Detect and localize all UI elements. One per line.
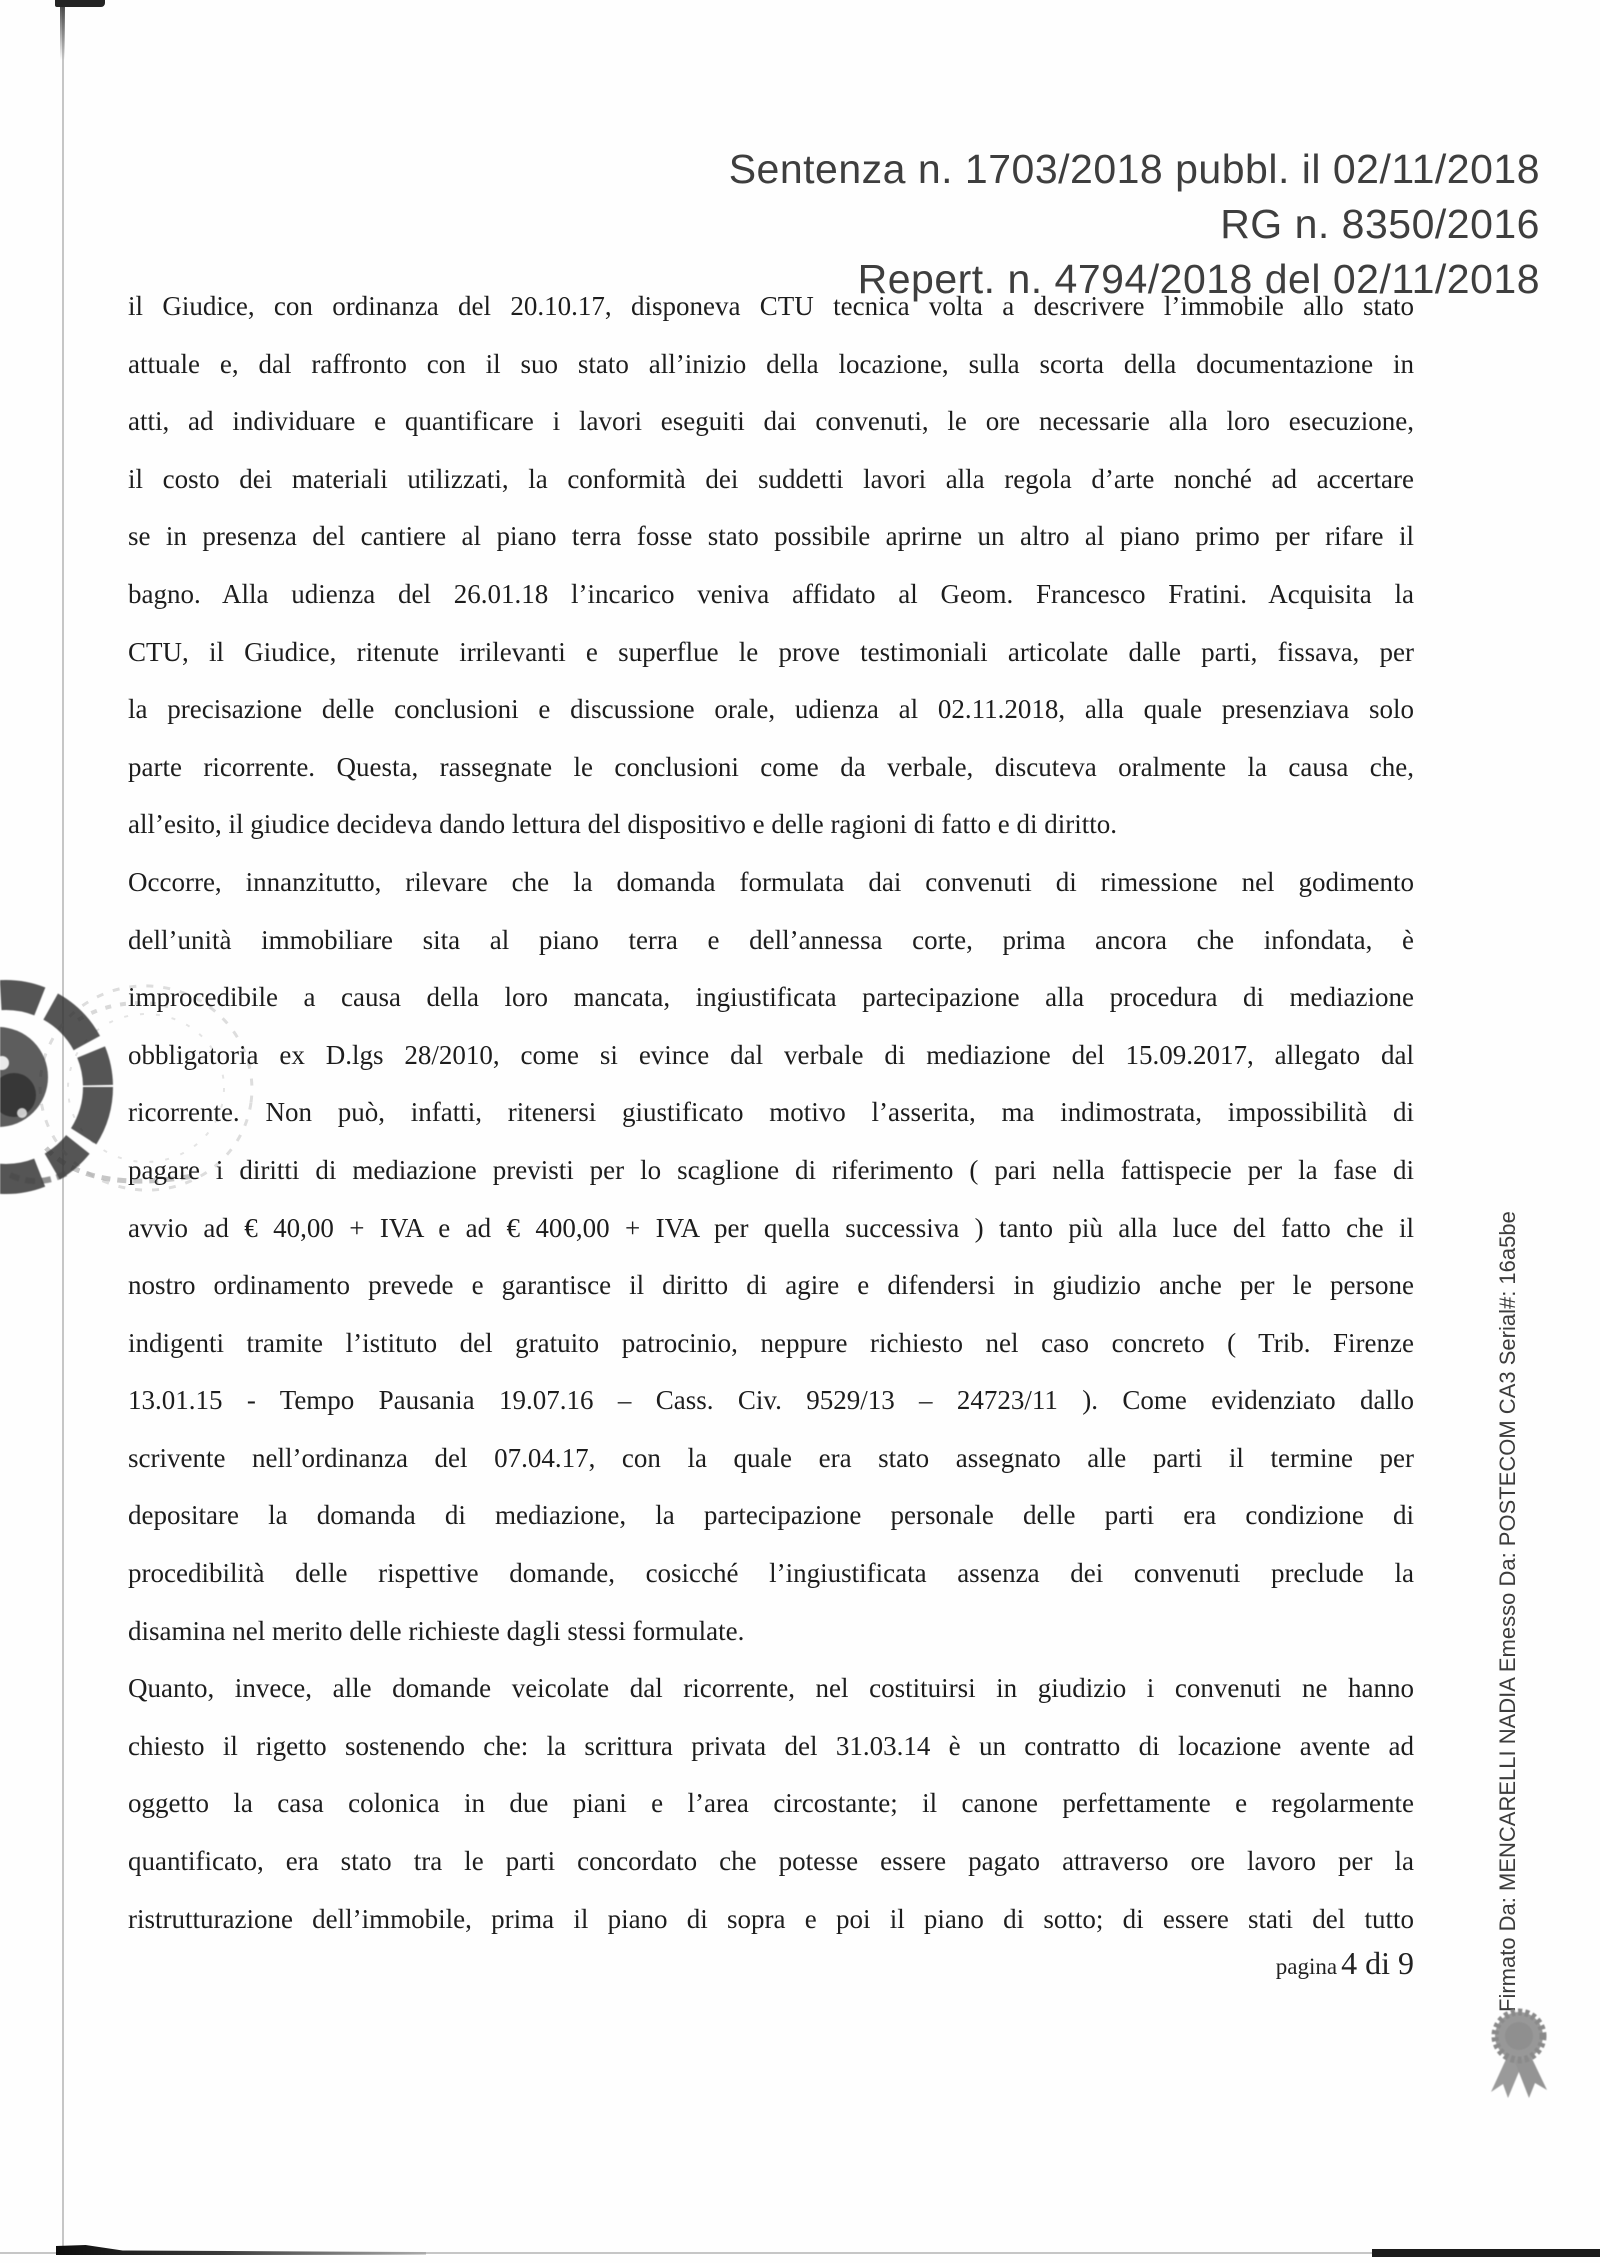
page-number: [128, 1945, 1414, 1982]
page-number-value: 4 di 9: [1341, 1945, 1414, 1981]
body-line: atti, ad individuare e quantificare i lavori eseguiti dai convenuti, le ore necessarie alla loro esecuzione,: [128, 406, 1414, 437]
digital-signature-text: Firmato Da: MENCARELLI NADIA Emesso Da: POSTECOM CA3 Serial#: 16a5be: [1495, 1211, 1520, 2012]
body-line: attuale e, dal raffronto con il suo stato all’inizio della locazione, sulla scorta della documentazione in: [128, 348, 1414, 379]
body-line: pagare i diritti di mediazione previsti per lo scaglione di riferimento ( pari nella fattispecie per la fase di: [128, 1154, 1414, 1185]
body-line: CTU, il Giudice, ritenute irrilevanti e superflue le prove testimoniali articolate dalle parti, fissava, per: [128, 636, 1414, 667]
ribbon-rosette-seal-icon: [1477, 2006, 1561, 2102]
header-sentenza-line: Sentenza n. 1703/2018 pubbl. il 02/11/2018: [728, 146, 1540, 192]
body-line: chiesto il rigetto sostenendo che: la scrittura privata del 31.03.14 è un contratto di locazione avente ad: [128, 1730, 1414, 1761]
body-line: nostro ordinamento prevede e garantisce il diritto di agire e difendersi in giudizio anche per le persone: [128, 1270, 1414, 1301]
judgment-body-text: [128, 278, 1414, 1948]
page-number-label: pagina: [1275, 1954, 1338, 1979]
body-line: dell’unità immobiliare sita al piano terra e dell’annessa corte, prima ancora che infondata, è: [128, 924, 1414, 955]
header-rg-line: RG n. 8350/2016: [1220, 201, 1540, 247]
body-line: avvio ad € 40,00 + IVA e ad € 400,00 + IVA per quella successiva ) tanto più alla luce del fatto che il: [128, 1212, 1414, 1243]
body-line: all’esito, il giudice decideva dando lettura del dispositivo e delle ragioni di fatto e di diritto.: [128, 809, 1117, 840]
body-line: bagno. Alla udienza del 26.01.18 l’incarico veniva affidato al Geom. Francesco Fratini. Acquisita la: [128, 578, 1414, 609]
body-line: scrivente nell’ordinanza del 07.04.17, con la quale era stato assegnato alle parti il termine per: [128, 1442, 1414, 1473]
body-line: ristrutturazione dell’immobile, prima il piano di sopra e poi il piano di sotto; di essere stati del tutto: [128, 1903, 1414, 1934]
header-repert-line: Repert. n. 4794/2018 del 02/11/2018: [857, 256, 1540, 302]
body-line: la precisazione delle conclusioni e discussione orale, udienza al 02.11.2018, alla quale presenziava solo: [128, 694, 1414, 725]
body-line: procedibilità delle rispettive domande, cosicché l’ingiustificata assenza dei convenuti preclude la: [128, 1558, 1414, 1589]
body-line: se in presenza del cantiere al piano terra fosse stato possibile aprirne un altro al piano primo per rifare il: [128, 521, 1414, 552]
body-line: disamina nel merito delle richieste dagli stessi formulate.: [128, 1615, 745, 1646]
scan-top-mark: [55, 0, 105, 7]
body-line: Occorre, innanzitutto, rilevare che la domanda formulata dai convenuti di rimessione nel godimento: [128, 866, 1414, 897]
body-line: ricorrente. Non può, infatti, ritenersi giustificato motivo l’asserita, ma indimostrata, impossibilità di: [128, 1097, 1414, 1128]
body-line: depositare la domanda di mediazione, la partecipazione personale delle parti era condizione di: [128, 1500, 1414, 1531]
body-line: Quanto, invece, alle domande veicolate dal ricorrente, nel costituirsi in giudizio i convenuti ne hanno: [128, 1673, 1414, 1704]
scan-left-edge-shadow: [60, 0, 65, 60]
round-ink-stamp-icon: [0, 975, 140, 1210]
body-line: parte ricorrente. Questa, rassegnate le conclusioni come da verbale, discuteva oralmente la causa che,: [128, 751, 1414, 782]
body-line: oggetto la casa colonica in due piani e l’area circostante; il canone perfettamente e regolarmente: [128, 1788, 1414, 1819]
body-line: obbligatoria ex D.lgs 28/2010, come si evince dal verbale di mediazione del 15.09.2017, allegato dal: [128, 1039, 1414, 1070]
body-line: il Giudice, con ordinanza del 20.10.17, disponeva CTU tecnica volta a descrivere l’immobile allo stato: [128, 291, 1414, 321]
body-line: 13.01.15 - Tempo Pausania 19.07.16 – Cass. Civ. 9529/13 – 24723/11 ). Come evidenziato dallo: [128, 1385, 1414, 1416]
body-line: indigenti tramite l’istituto del gratuito patrocinio, neppure richiesto nel caso concreto ( Trib. Firenze: [128, 1327, 1414, 1358]
body-line: quantificato, era stato tra le parti concordato che potesse essere pagato attraverso ore lavoro per la: [128, 1846, 1414, 1877]
body-line: il costo dei materiali utilizzati, la conformità dei suddetti lavori alla regola d’arte nonché ad accertare: [128, 463, 1414, 494]
scan-bottom-right-smudge: [1372, 2249, 1600, 2257]
scan-bottom-left-smudge: [56, 2245, 426, 2255]
body-line: improcedibile a causa della loro mancata, ingiustificata partecipazione alla procedura di mediazione: [128, 982, 1414, 1013]
